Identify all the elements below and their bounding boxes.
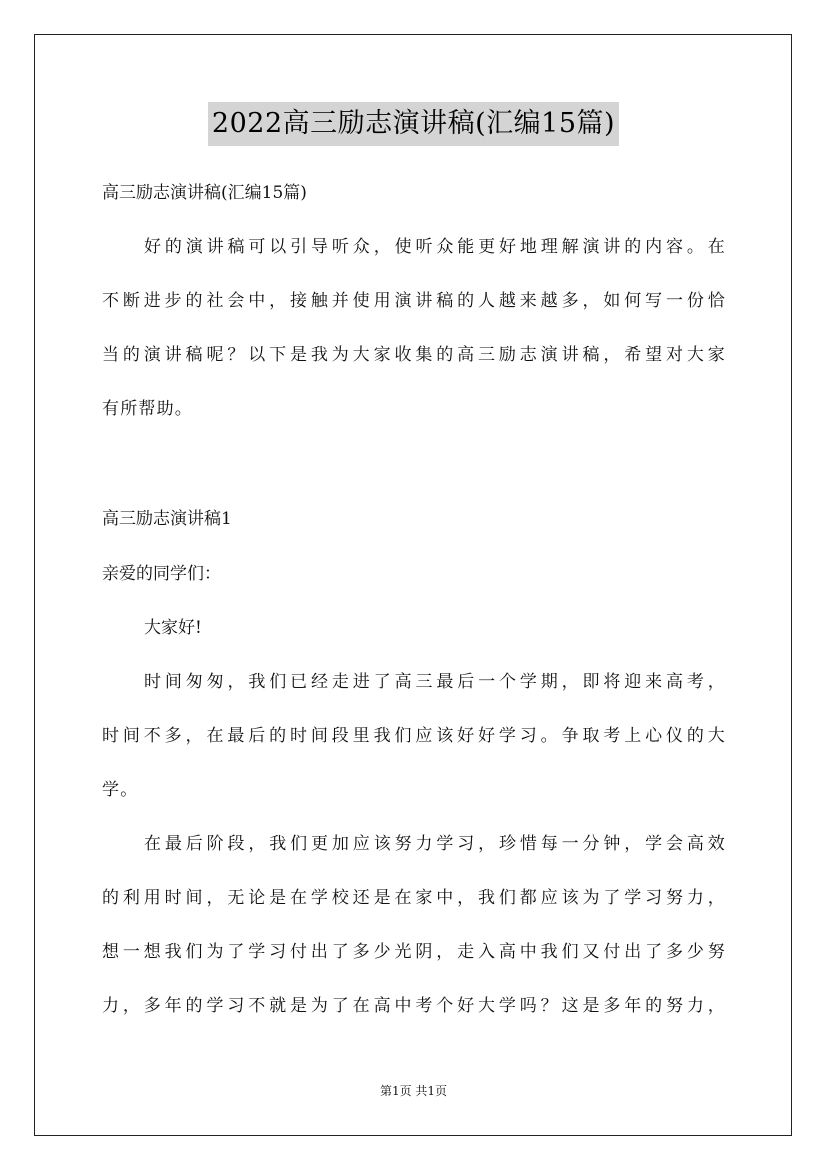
body-paragraph-2 bbox=[102, 832, 726, 1048]
intro-line: 当的演讲稿呢？以下是我为大家收集的高三励志演讲稿，希望对大家 bbox=[102, 345, 726, 365]
body-line: 时间不多，在最后的时间段里我们应该好好学习。争取考上心仪的大 bbox=[102, 726, 726, 746]
intro-line: 有所帮助。 bbox=[102, 399, 193, 419]
section-title: 高三励志演讲稿1 bbox=[102, 509, 232, 529]
intro-line: 好的演讲稿可以引导听众，使听众能更好地理解演讲的内容。在 bbox=[144, 237, 726, 257]
intro-line: 不断进步的社会中，接触并使用演讲稿的人越来越多，如何写一份恰 bbox=[102, 291, 726, 311]
title-container bbox=[0, 102, 827, 146]
document-title: 2022高三励志演讲稿(汇编15篇) bbox=[208, 102, 619, 146]
body-line: 在最后阶段，我们更加应该努力学习，珍惜每一分钟，学会高效 bbox=[144, 834, 726, 854]
salutation: 亲爱的同学们： bbox=[102, 564, 221, 584]
body-line: 学。 bbox=[102, 780, 139, 800]
body-line: 想一想我们为了学习付出了多少光阴，走入高中我们又付出了多少努 bbox=[102, 942, 726, 962]
body-paragraph-1 bbox=[102, 670, 726, 832]
body-line: 力，多年的学习不就是为了在高中考个好大学吗？这是多年的努力， bbox=[102, 996, 726, 1016]
intro-paragraph bbox=[102, 235, 726, 451]
subtitle: 高三励志演讲稿(汇编15篇) bbox=[102, 183, 307, 203]
body-line: 时间匆匆，我们已经走进了高三最后一个学期，即将迎来高考， bbox=[144, 672, 726, 692]
greeting: 大家好! bbox=[144, 618, 202, 638]
body-line: 的利用时间，无论是在学校还是在家中，我们都应该为了学习努力， bbox=[102, 888, 726, 908]
page-footer: 第1页 共1页 bbox=[379, 1084, 448, 1098]
